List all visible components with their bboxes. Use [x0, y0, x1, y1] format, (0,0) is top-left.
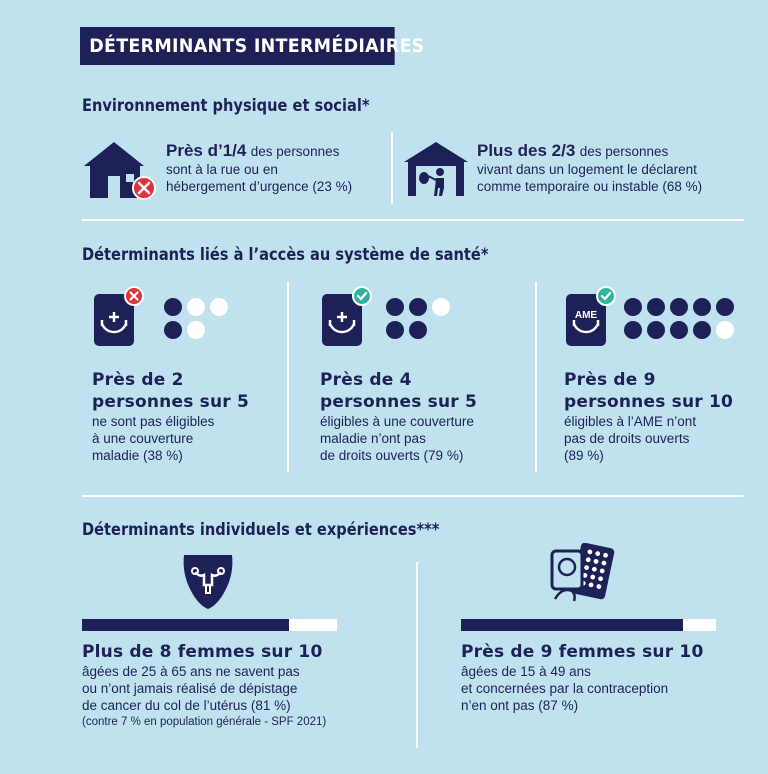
uterus-icon: [178, 553, 238, 613]
dot-filled: [693, 321, 711, 339]
page-banner: DÉTERMINANTS INTERMÉDIAIRES: [80, 27, 395, 65]
health-col-2-body-2: maladie n’ont pas: [320, 431, 426, 446]
indiv-left-body-2: ou n’ont jamais réalisé de dépistage: [82, 681, 298, 696]
indiv-left-body-3: de cancer du col de l’utérus (81 %): [82, 698, 291, 713]
dot-filled: [164, 321, 182, 339]
indiv-right-headline: Près de 9 femmes sur 10: [461, 642, 704, 662]
health-col-3-body-1: éligibles à l’AME n’ont: [564, 414, 697, 429]
indiv-divider: [416, 562, 418, 748]
env-left-line2: sont à la rue ou en: [166, 162, 278, 177]
shelter-person-icon: [402, 140, 470, 198]
dot-filled: [624, 298, 642, 316]
dot-filled: [386, 298, 404, 316]
indiv-left-text: [82, 641, 402, 728]
indiv-left-headline: Plus de 8 femmes sur 10: [82, 642, 323, 662]
health-col-3-line1: Près de 9: [564, 370, 656, 390]
contraceptive-pills-icon: [550, 543, 616, 605]
indiv-right-body-2: et concernées par la contraception: [461, 681, 669, 696]
env-left-line1: des personnes: [250, 144, 340, 159]
env-left-line3: hébergement d’urgence (23 %): [166, 179, 353, 194]
env-divider: [391, 132, 393, 204]
health-col-3-body-2: pas de droits ouverts: [564, 431, 690, 446]
health-col-1-body-3: maladie (38 %): [92, 448, 183, 463]
indiv-left-progress: [82, 619, 337, 631]
health-col-3-dots: [624, 298, 734, 339]
env-right-line3: comme temporaire ou instable (68 %): [477, 179, 703, 194]
ame-card-check-icon: [564, 286, 616, 348]
dot-filled: [647, 321, 665, 339]
dot-filled: [164, 298, 182, 316]
indiv-right-progress-fill: [461, 619, 683, 631]
indiv-left-progress-fill: [82, 619, 289, 631]
health-col-1-body-1: ne sont pas éligibles: [92, 414, 215, 429]
indiv-right-text: [461, 641, 751, 714]
health-col-1-line2: personnes sur 5: [92, 392, 250, 412]
env-left-highlight: Près d’1/4: [166, 141, 247, 160]
health-section-title: Déterminants liés à l’accès au système de santé*: [82, 245, 489, 265]
dot-filled: [409, 321, 427, 339]
dot-filled: [386, 321, 404, 339]
indiv-right-body-1: âgées de 15 à 49 ans: [461, 664, 591, 679]
ame-card-label: AME: [574, 310, 598, 321]
dot-filled: [670, 298, 688, 316]
env-right-highlight: Plus des 2/3: [477, 141, 576, 160]
indiv-left-note: (contre 7 % en population générale - SPF 2021): [82, 716, 327, 728]
section-divider-1: [82, 219, 744, 221]
health-col-3-body-3: (89 %): [564, 448, 604, 463]
dot-empty: [432, 298, 450, 316]
env-right-text: [477, 141, 747, 195]
indiv-left-body-1: âgées de 25 à 65 ans ne savent pas: [82, 664, 300, 679]
dot-filled: [624, 321, 642, 339]
env-section-title: Environnement physique et social*: [82, 96, 370, 116]
insurance-card-cross-icon: [92, 286, 144, 348]
dot-empty: [716, 321, 734, 339]
env-right-line2: vivant dans un logement le déclarent: [477, 162, 697, 177]
indiv-right-progress: [461, 619, 716, 631]
dot-filled: [670, 321, 688, 339]
indiv-right-body-3: n’en ont pas (87 %): [461, 698, 579, 713]
dot-filled: [716, 298, 734, 316]
health-col-2-body-3: de droits ouverts (79 %): [320, 448, 464, 463]
dot-empty: [187, 321, 205, 339]
insurance-card-check-icon: [320, 286, 372, 348]
health-col-1-line1: Près de 2: [92, 370, 184, 390]
indiv-section-title: Déterminants individuels et expériences***: [82, 520, 440, 540]
health-col-1-body-2: à une couverture: [92, 431, 194, 446]
health-col-2-line2: personnes sur 5: [320, 392, 478, 412]
env-right-line1: des personnes: [579, 144, 669, 159]
health-col-3-line2: personnes sur 10: [564, 392, 734, 412]
health-col-1-dots: [164, 298, 228, 339]
health-divider-1: [287, 282, 289, 472]
dot-empty: [187, 298, 205, 316]
health-divider-2: [535, 282, 537, 472]
section-divider-2: [82, 495, 744, 497]
dot-filled: [409, 298, 427, 316]
health-col-2-line1: Près de 4: [320, 370, 412, 390]
health-col-2-body-1: éligibles à une couverture: [320, 414, 474, 429]
dot-filled: [647, 298, 665, 316]
env-left-text: [166, 141, 391, 195]
house-cross-icon: [82, 140, 158, 202]
dot-empty: [210, 298, 228, 316]
health-col-2-dots: [386, 298, 450, 339]
dot-filled: [693, 298, 711, 316]
